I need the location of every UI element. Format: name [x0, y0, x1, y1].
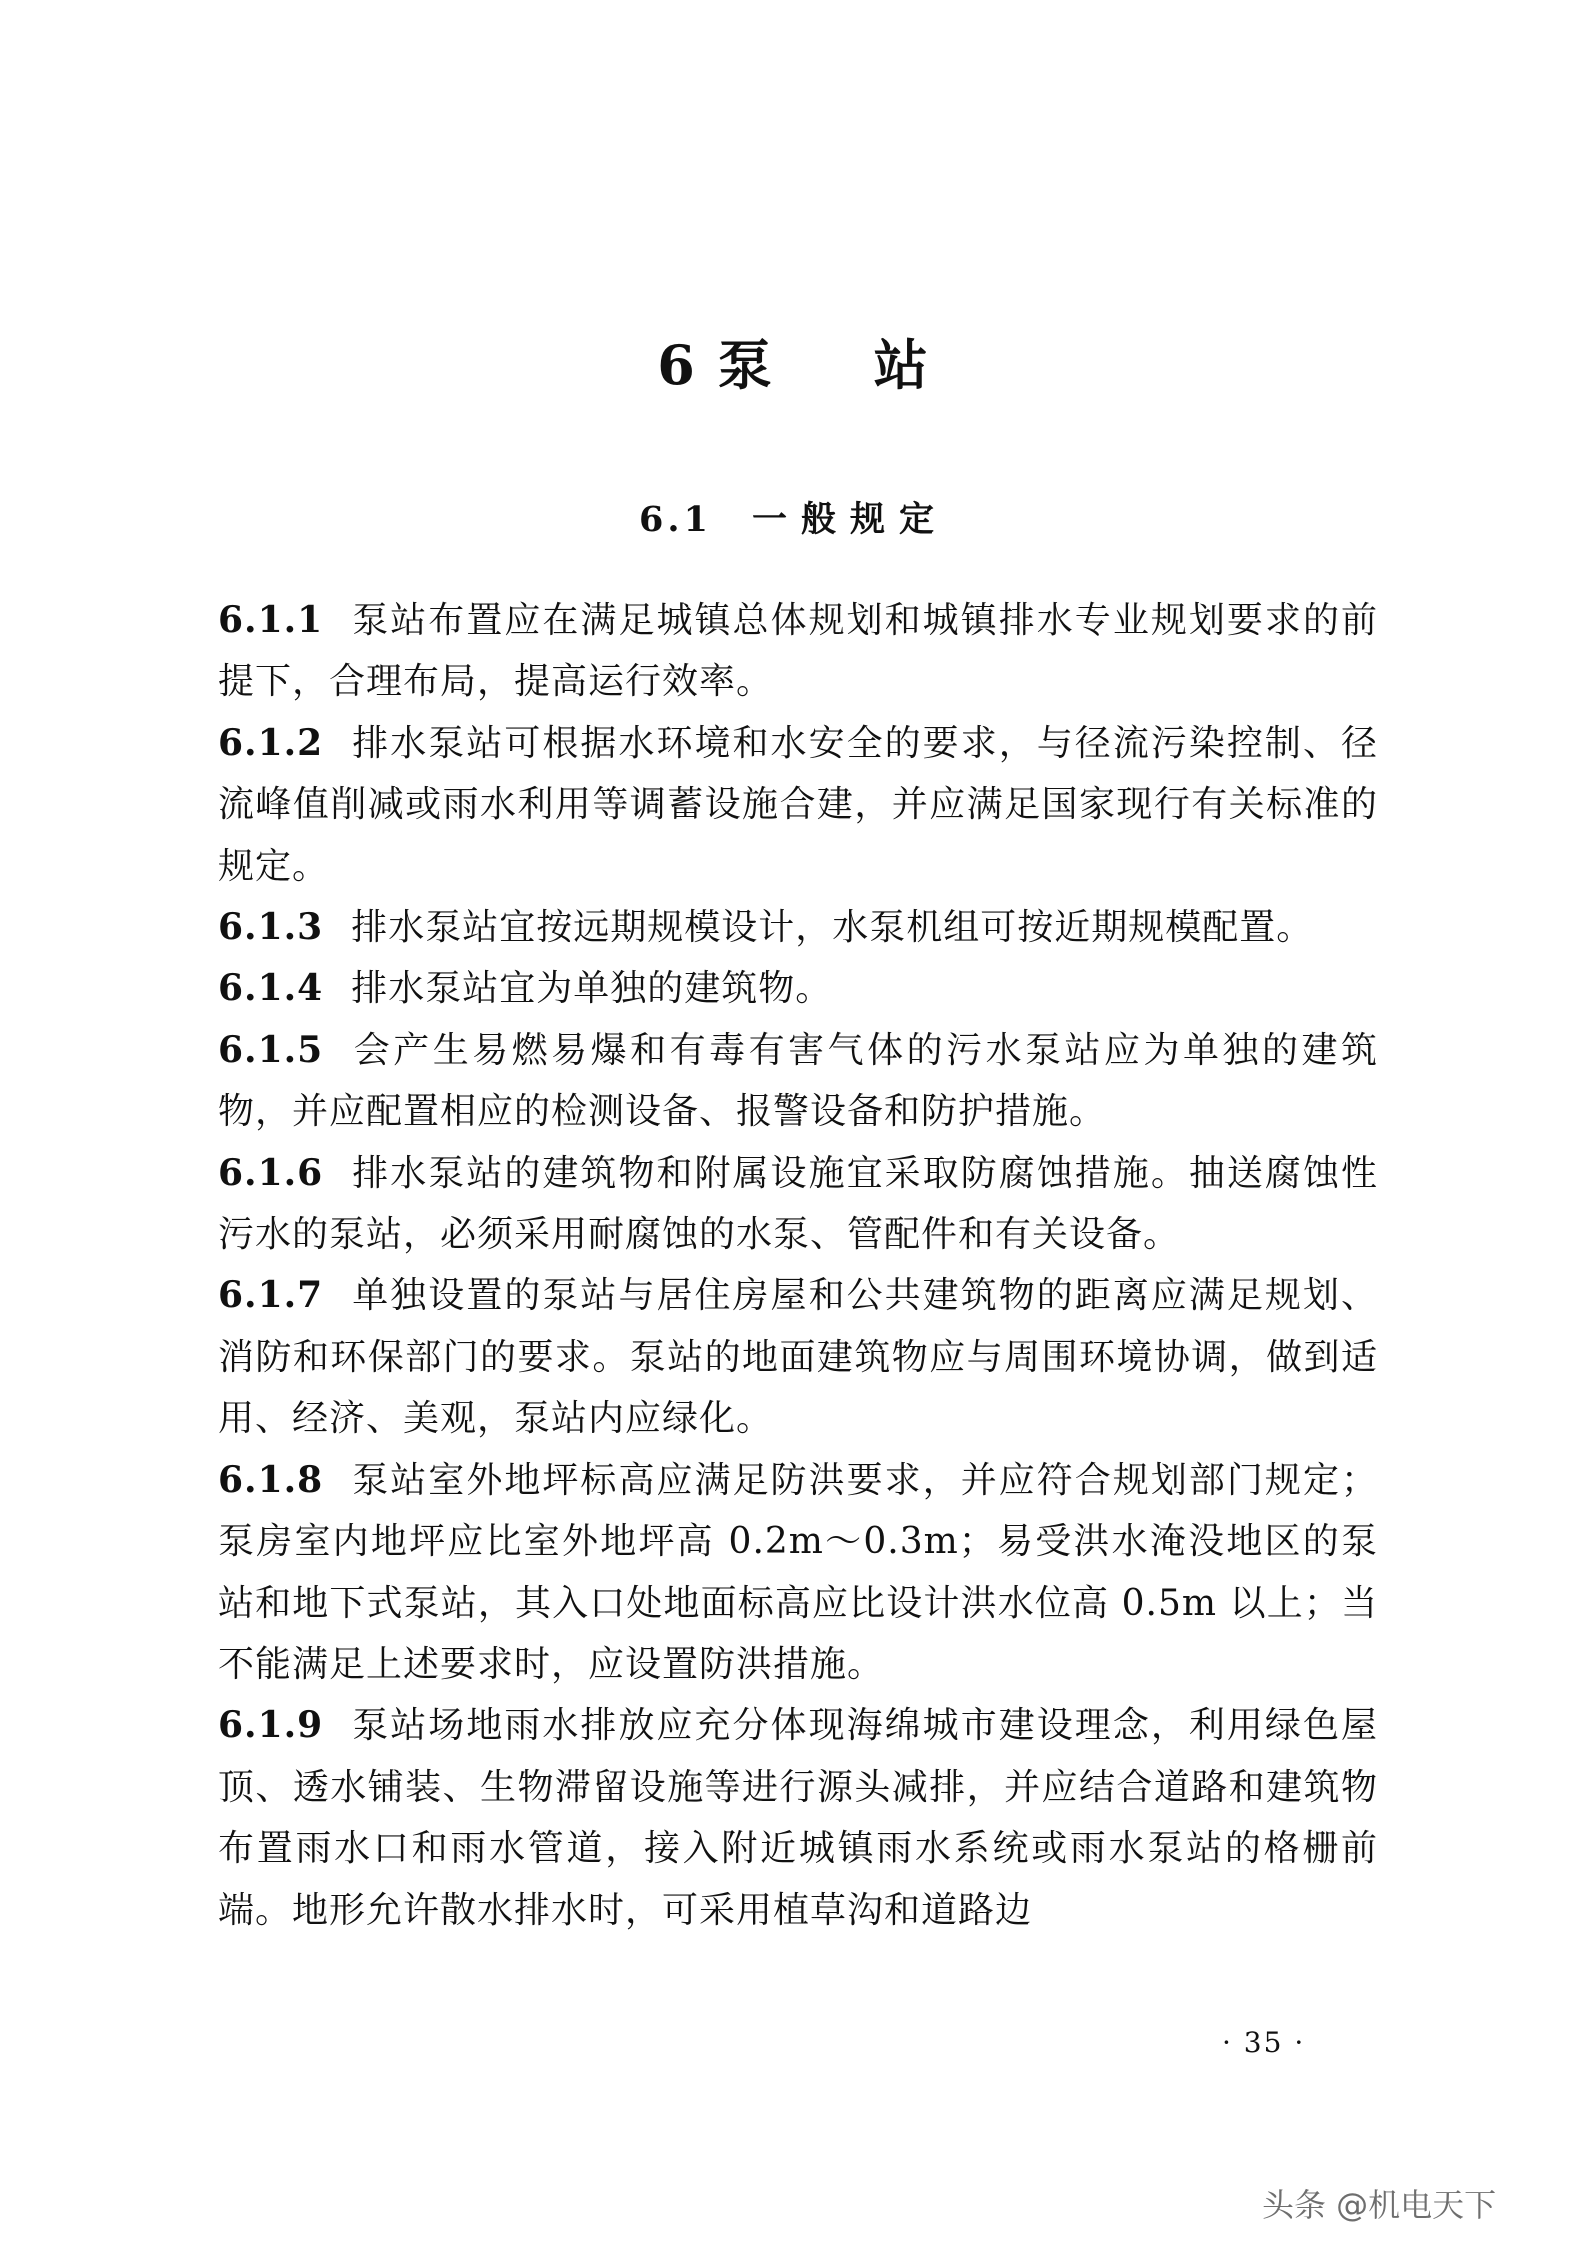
section-title — [0, 499, 1587, 540]
clause-number: 6.1.7 — [218, 1274, 324, 1317]
clause-text: 会产生易燃易爆和有毒有害气体的污水泵站应为单独的建筑物，并应配置相应的检测设备、报警设备和防护措施。 — [218, 1029, 1378, 1133]
clause-6-1-5 — [218, 1020, 1378, 1143]
clause-list — [218, 590, 1378, 1941]
clause-6-1-6 — [218, 1143, 1378, 1266]
clause-number: 6.1.6 — [218, 1151, 324, 1194]
clause-6-1-9 — [218, 1695, 1378, 1941]
clause-6-1-2 — [218, 713, 1378, 897]
clause-6-1-3 — [218, 897, 1378, 958]
clause-number: 6.1.9 — [218, 1704, 324, 1747]
clause-6-1-7 — [218, 1265, 1378, 1449]
clause-number: 6.1.3 — [218, 906, 324, 949]
clause-text: 单独设置的泵站与居住房屋和公共建筑物的距离应满足规划、消防和环保部门的要求。泵站的地面建筑物应与周围环境协调，做到适用、经济、美观，泵站内应绿化。 — [218, 1275, 1378, 1440]
chapter-title — [0, 333, 1587, 397]
chapter-title-char2: 站 — [873, 333, 930, 397]
clause-number: 6.1.1 — [218, 599, 324, 641]
watermark: 头条 @机电天下 — [1262, 2186, 1497, 2224]
clause-text: 排水泵站宜按远期规模设计，水泵机组可按近期规模配置。 — [351, 907, 1314, 949]
clause-text: 泵站场地雨水排放应充分体现海绵城市建设理念，利用绿色屋顶、透水铺装、生物滞留设施等进行源头减排，并应结合道路和建筑物布置雨水口和雨水管道，接入附近城镇雨水系统或雨水泵站的格栅前端。地形允许散水排水时，可采用植草沟和道路边 — [218, 1705, 1378, 1931]
clause-number: 6.1.2 — [218, 721, 324, 764]
clause-6-1-1 — [218, 590, 1378, 713]
clause-text: 泵站室外地坪标高应满足防洪要求，并应符合规划部门规定；泵房室内地坪应比室外地坪高 0.2m～0.3m；易受洪水淹没地区的泵站和地下式泵站，其入口处地面标高应比设计洪水位高 0.5m 以上；当不能满足上述要求时，应设置防洪措施。 — [218, 1459, 1378, 1685]
clause-text: 排水泵站可根据水环境和水安全的要求，与径流污染控制、径流峰值削减或雨水利用等调蓄设施合建，并应满足国家现行有关标准的规定。 — [218, 722, 1378, 887]
clause-number: 6.1.8 — [218, 1458, 324, 1501]
chapter-number: 6 — [657, 333, 697, 397]
clause-number: 6.1.5 — [218, 1028, 324, 1071]
section-name: 一般规定 — [751, 499, 948, 540]
clause-text: 排水泵站宜为单独的建筑物。 — [351, 968, 833, 1010]
section-number: 6.1 — [639, 499, 712, 540]
clause-6-1-8 — [218, 1450, 1378, 1696]
chapter-title-char1: 泵 — [717, 333, 774, 397]
clause-number: 6.1.4 — [218, 967, 324, 1010]
clause-text: 排水泵站的建筑物和附属设施宜采取防腐蚀措施。抽送腐蚀性污水的泵站，必须采用耐腐蚀的水泵、管配件和有关设备。 — [218, 1152, 1378, 1256]
clause-text: 泵站布置应在满足城镇总体规划和城镇排水专业规划要求的前提下，合理布局，提高运行效率。 — [218, 600, 1378, 703]
page-number: · 35 · — [1222, 2026, 1306, 2059]
clause-6-1-4 — [218, 958, 1378, 1019]
